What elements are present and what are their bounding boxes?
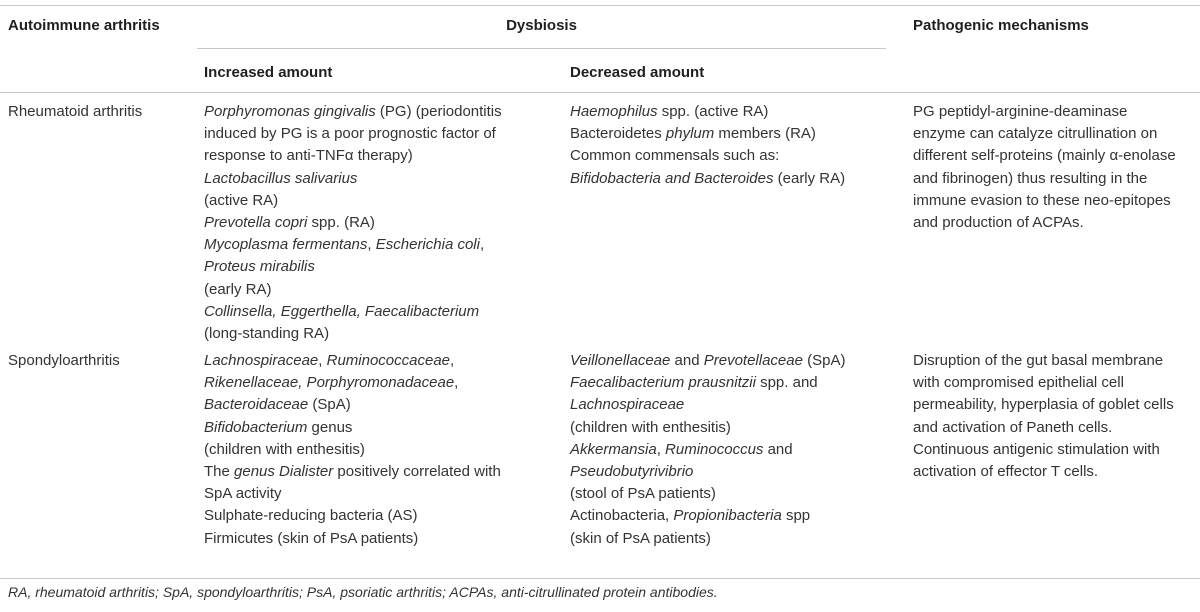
- text-run: with compromised epithelial cell: [913, 374, 1124, 392]
- row-increased-spondyloarthritis: [204, 350, 501, 550]
- row-mechanism-spondyloarthritis: [913, 350, 1174, 483]
- cell-line: [204, 279, 502, 301]
- italic-text-run: Veillonellaceae: [570, 352, 671, 369]
- text-run: SpA activity: [204, 485, 282, 503]
- italic-text-run: genus Dialister: [234, 463, 334, 481]
- text-run: response to anti-TNFα therapy): [204, 147, 413, 165]
- cell-line: [204, 505, 501, 527]
- header-bottom-rule: [0, 92, 1200, 93]
- text-run: induced by PG is a poor prognostic factor of: [204, 125, 496, 143]
- italic-text-run: Prevotella copri: [204, 214, 308, 232]
- text-run: ,: [367, 236, 376, 254]
- text-run: ,: [454, 374, 459, 392]
- cell-line: [570, 101, 845, 123]
- text-run: different self-proteins (mainly α-enolase: [913, 147, 1176, 165]
- body-bottom-rule: [0, 578, 1200, 579]
- cell-line: [570, 439, 845, 461]
- text-run: (children with enthesitis): [570, 418, 731, 436]
- cell-line: [204, 168, 502, 190]
- header-increased-amount: Increased amount: [204, 64, 333, 81]
- italic-text-run: Propionibacteria: [673, 507, 782, 525]
- text-run: and activation of Paneth cells.: [913, 418, 1113, 436]
- text-run: Bacteroidetes: [570, 125, 666, 143]
- text-run: and: [670, 352, 704, 369]
- header-pathogenic-mechanisms: Pathogenic mechanisms: [913, 17, 1089, 34]
- text-run: and production of ACPAs.: [913, 214, 1084, 232]
- text-run: (PG) (periodontitis: [375, 103, 502, 120]
- text-run: (long-standing RA): [204, 325, 330, 343]
- text-run: genus: [307, 418, 353, 436]
- cell-line: [204, 417, 501, 439]
- row-decreased-rheumatoid: [570, 101, 845, 190]
- italic-text-run: Lachnospiraceae: [204, 352, 319, 369]
- cell-line: [570, 461, 845, 483]
- cell-line: [913, 350, 1174, 372]
- footnote: RA, rheumatoid arthritis; SpA, spondyloarthritis; PsA, psoriatic arthritis; ACPAs, anti-citrullinated protein antibodies.: [8, 584, 718, 600]
- text-run: spp. and: [755, 374, 818, 392]
- cell-line: [913, 212, 1176, 234]
- cell-line: [570, 528, 845, 550]
- header-decreased-amount: Decreased amount: [570, 64, 705, 81]
- text-run: members (RA): [714, 125, 816, 143]
- text-run: Disruption of the gut basal membrane: [913, 352, 1164, 369]
- cell-line: [204, 256, 502, 278]
- cell-line: [204, 145, 502, 167]
- italic-text-run: Pseudobutyrivibrio: [570, 463, 694, 481]
- cell-line: [913, 439, 1174, 461]
- text-run: The: [204, 463, 235, 481]
- text-run: Continuous antigenic stimulation with: [913, 440, 1160, 458]
- top-rule: [0, 5, 1200, 6]
- italic-text-run: Rikenellaceae, Porphyromonadaceae: [204, 374, 455, 392]
- italic-text-run: Ruminococcus: [665, 440, 764, 458]
- cell-line: [204, 461, 501, 483]
- cell-line: [204, 439, 501, 461]
- cell-line: [204, 301, 502, 323]
- cell-line: [204, 323, 502, 345]
- cell-line: [913, 417, 1174, 439]
- cell-line: [570, 168, 845, 190]
- cell-line: [204, 101, 502, 123]
- italic-text-run: Prevotellaceae: [703, 352, 803, 369]
- italic-text-run: Bacteroidaceae: [204, 396, 309, 414]
- italic-text-run: Lactobacillus salivarius: [204, 169, 358, 187]
- text-run: spp. (RA): [307, 214, 375, 232]
- cell-line: [204, 234, 502, 256]
- text-run: (early RA): [773, 169, 846, 187]
- dysbiosis-underline: [197, 48, 886, 49]
- cell-line: [913, 372, 1174, 394]
- text-run: ,: [318, 352, 327, 369]
- cell-line: [570, 145, 845, 167]
- cell-line: [204, 123, 502, 145]
- row-increased-rheumatoid: [204, 101, 502, 345]
- text-run: spp: [781, 507, 811, 525]
- cell-line: [913, 145, 1176, 167]
- italic-text-run: Porphyromonas gingivalis: [204, 103, 376, 120]
- text-run: (SpA): [308, 396, 351, 414]
- italic-text-run: Haemophilus: [570, 103, 658, 120]
- italic-text-run: Faecalibacterium prausnitzii: [570, 374, 756, 392]
- cell-line: [913, 190, 1176, 212]
- cell-line: [570, 417, 845, 439]
- italic-text-run: Escherichia coli: [375, 236, 480, 254]
- cell-line: [913, 394, 1174, 416]
- text-run: PG peptidyl-arginine-deaminase: [913, 103, 1128, 120]
- cell-line: [204, 350, 501, 372]
- text-run: and fibrinogen) thus resulting in the: [913, 169, 1148, 187]
- text-run: ,: [479, 236, 485, 254]
- text-run: permeability, hyperplasia of goblet cells: [913, 396, 1174, 414]
- italic-text-run: Bifidobacteria and Bacteroides: [570, 169, 774, 187]
- italic-text-run: phylum: [665, 125, 715, 143]
- cell-line: [204, 528, 501, 550]
- cell-line: [570, 394, 845, 416]
- text-run: (SpA): [802, 352, 846, 369]
- cell-line: [913, 461, 1174, 483]
- cell-line: [204, 394, 501, 416]
- text-run: (active RA): [204, 191, 279, 209]
- text-run: Actinobacteria,: [570, 507, 674, 525]
- cell-line: [204, 372, 501, 394]
- italic-text-run: Akkermansia: [570, 440, 657, 458]
- italic-text-run: Lachnospiraceae: [570, 396, 685, 414]
- row-disease-spondyloarthritis: Spondyloarthritis: [8, 352, 120, 369]
- cell-line: [204, 212, 502, 234]
- header-dysbiosis: Dysbiosis: [506, 17, 577, 34]
- text-run: positively correlated with: [333, 463, 501, 481]
- italic-text-run: Ruminococcaceae: [326, 352, 451, 369]
- text-run: (children with enthesitis): [204, 440, 365, 458]
- text-run: immune evasion to these neo-epitopes: [913, 191, 1171, 209]
- row-disease-rheumatoid: Rheumatoid arthritis: [8, 103, 143, 120]
- italic-text-run: Collinsella, Eggerthella, Faecalibacterium: [204, 302, 480, 320]
- text-run: ,: [656, 440, 666, 458]
- text-run: (skin of PsA patients): [570, 529, 711, 547]
- cell-line: [570, 123, 845, 145]
- text-run: (stool of PsA patients): [570, 485, 716, 503]
- cell-line: [570, 505, 845, 527]
- cell-line: [570, 372, 845, 394]
- text-run: Sulphate-reducing bacteria (AS): [204, 507, 418, 525]
- italic-text-run: Proteus mirabilis: [204, 258, 315, 276]
- italic-text-run: Mycoplasma fermentans: [204, 236, 368, 254]
- text-run: Common commensals such as:: [570, 147, 780, 165]
- cell-line: [913, 123, 1176, 145]
- cell-line: [570, 350, 845, 372]
- text-run: ,: [450, 352, 455, 369]
- text-run: enzyme can catalyze citrullination on: [913, 125, 1158, 143]
- text-run: spp. (active RA): [657, 103, 769, 120]
- text-run: and: [763, 440, 793, 458]
- cell-line: [204, 190, 502, 212]
- cell-line: [204, 483, 501, 505]
- row-mechanism-rheumatoid: [913, 101, 1176, 234]
- text-run: (early RA): [204, 280, 272, 298]
- row-decreased-spondyloarthritis: [570, 350, 845, 550]
- cell-line: [913, 168, 1176, 190]
- cell-line: [913, 101, 1176, 123]
- header-autoimmune-arthritis: Autoimmune arthritis: [8, 17, 160, 34]
- text-run: activation of effector T cells.: [913, 463, 1099, 481]
- text-run: Firmicutes (skin of PsA patients): [204, 529, 419, 547]
- cell-line: [570, 483, 845, 505]
- italic-text-run: Bifidobacterium: [204, 418, 308, 436]
